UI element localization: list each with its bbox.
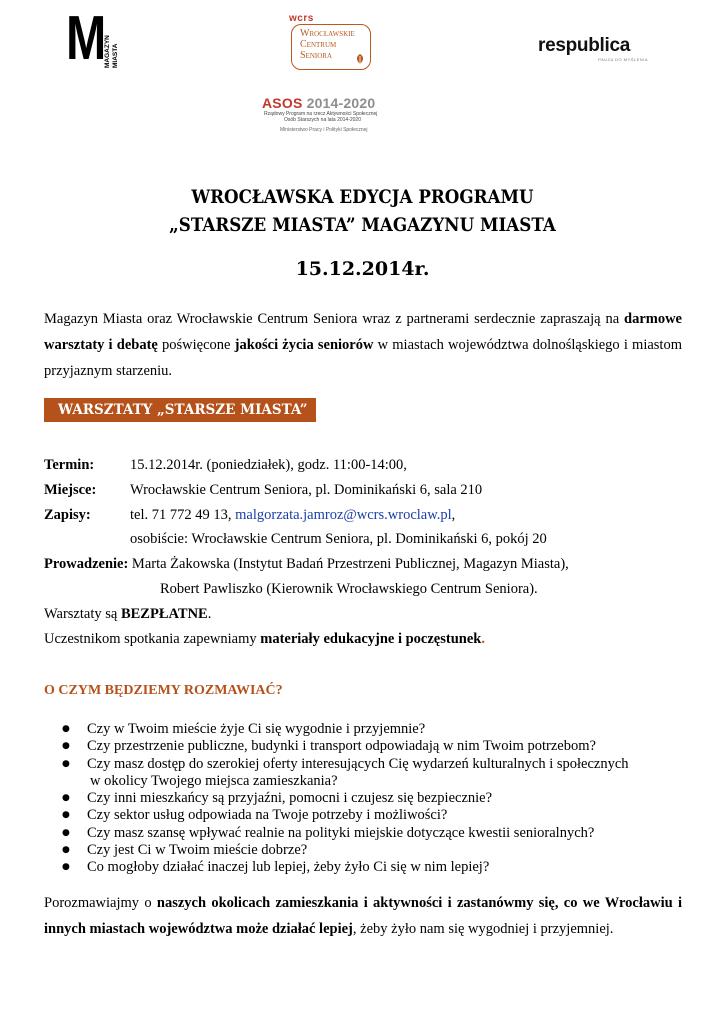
miejsce-value: Wrocławskie Centrum Seniora, pl. Dominikański 6, sala 210 xyxy=(130,482,483,498)
wcrs-logo-line: Seniora xyxy=(300,50,333,61)
termin-label: Termin: xyxy=(44,457,95,473)
detail-row-zapisy xyxy=(44,505,456,525)
asos-logo-head: ASOS 2014-2020 xyxy=(262,95,376,111)
wcrs-logo-line: Centrum xyxy=(300,39,337,50)
prowadzenie-value-1: Marta Żakowska (Instytut Badań Przestrzeni Publicznej, Magazyn Miasta), xyxy=(131,556,569,572)
respublica-logo-tagline: PAUZA DO MYŚLENIA xyxy=(598,57,648,62)
asos-logo-line: Osób Starszych na lata 2014-2020 xyxy=(284,117,361,123)
wcrs-logo-line: Wrocławskie xyxy=(300,28,355,39)
list-item: ● Czy jest Ci w Twoim mieście dobrze? xyxy=(62,842,642,859)
wcrs-logo-top: wcrs xyxy=(289,13,314,24)
event-date-title: 15.12.2014r. xyxy=(295,258,430,280)
list-item: ● Czy sektor usług odpowiada na Twoje potrzeby i możliwości? xyxy=(62,807,642,824)
respublica-logo xyxy=(538,36,648,62)
asos-logo xyxy=(262,96,410,142)
list-item: ● Czy masz szansę wpływać realnie na polityki miejskie dotyczące kwestii senioralnych? xyxy=(62,825,642,842)
respublica-logo-name: respublica xyxy=(538,35,631,56)
zapisy-value: tel. 71 772 49 13, malgorzata.jamroz@wcrs.wroclaw.pl, xyxy=(130,507,456,523)
topics-heading: O CZYM BĘDZIEMY ROZMAWIAĆ? xyxy=(44,683,283,698)
list-item: ● Czy inni mieszkańcy są przyjaźni, pomocni i czujesz się bezpiecznie? xyxy=(62,790,642,807)
list-item: ● Czy w Twoim mieście żyje Ci się wygodnie i przyjemnie? xyxy=(62,721,642,738)
email-link[interactable]: malgorzata.jamroz@wcrs.wroclaw.pl xyxy=(235,507,452,523)
zapisy-label: Zapisy: xyxy=(44,507,91,523)
detail-row-miejsce xyxy=(44,480,483,500)
closing-paragraph: Porozmawiajmy o naszych okolicach zamieszkania i aktywności i zastanówmy się, co we Wrocławiu i innych miastach województwa może działać lepiej, żeby żyło nam się wygodniej i przyjemniej. xyxy=(44,895,682,937)
termin-value: 15.12.2014r. (poniedziałek), godz. 11:00-14:00, xyxy=(130,457,407,473)
list-item: ● Czy przestrzenie publiczne, budynki i transport odpowiadają w nim Twoim potrzebom? xyxy=(62,738,642,755)
detail-row-termin xyxy=(44,455,407,475)
materials-line: Uczestnikom spotkania zapewniamy materiały edukacyjne i poczęstunek. xyxy=(44,631,485,647)
questions-list xyxy=(62,721,642,877)
magazyn-logo-text: MAGAZYN MIASTA xyxy=(104,35,119,68)
detail-row-prowadzenie xyxy=(44,554,569,574)
page-title-line1: WROCŁAWSKA EDYCJA PROGRAMU xyxy=(191,186,534,208)
zapisy-personal: osobiście: Wrocławskie Centrum Seniora, pl. Dominikański 6, pokój 20 xyxy=(130,531,547,547)
wcrs-logo-box xyxy=(291,24,371,70)
intro-paragraph: Magazyn Miasta oraz Wrocławskie Centrum Seniora wraz z partnerami serdecznie zapraszają na darmowe warsztaty i debatę poświęcone jakości życia seniorów w miastach województwa dolnośląskiego i miastom przyjaznym starzeniu. xyxy=(44,311,682,379)
miejsce-label: Miejsce: xyxy=(44,482,97,498)
magazyn-logo-letter: M xyxy=(66,4,105,73)
magazyn-miasta-logo xyxy=(66,4,119,73)
leaf-icon xyxy=(354,53,366,65)
list-item: ● Co mogłoby działać inaczej lub lepiej, żeby żyło Ci się w nim lepiej? xyxy=(62,859,642,876)
workshop-banner: WARSZTATY „STARSZE MIASTA” xyxy=(44,398,316,422)
free-line: Warsztaty są BEZPŁATNE. xyxy=(44,606,212,622)
asos-logo-line: Rządowy Program na rzecz Aktywności Społecznej xyxy=(264,111,378,117)
prowadzenie-label: Prowadzenie: xyxy=(44,556,129,572)
asos-logo-ministry: Ministerstwo Pracy i Polityki Społecznej xyxy=(280,127,368,133)
list-item: ● Czy masz dostęp do szerokiej oferty interesujących Cię wydarzeń kulturalnych i społecznych w okolicy Twojego miejsca zamieszkania? xyxy=(62,756,642,791)
wcrs-logo xyxy=(289,14,375,70)
prowadzenie-value-2: Robert Pawliszko (Kierownik Wrocławskiego Centrum Seniora). xyxy=(160,581,538,597)
page-title-line2: „STARSZE MIASTA” MAGAZYNU MIASTA xyxy=(169,214,556,236)
